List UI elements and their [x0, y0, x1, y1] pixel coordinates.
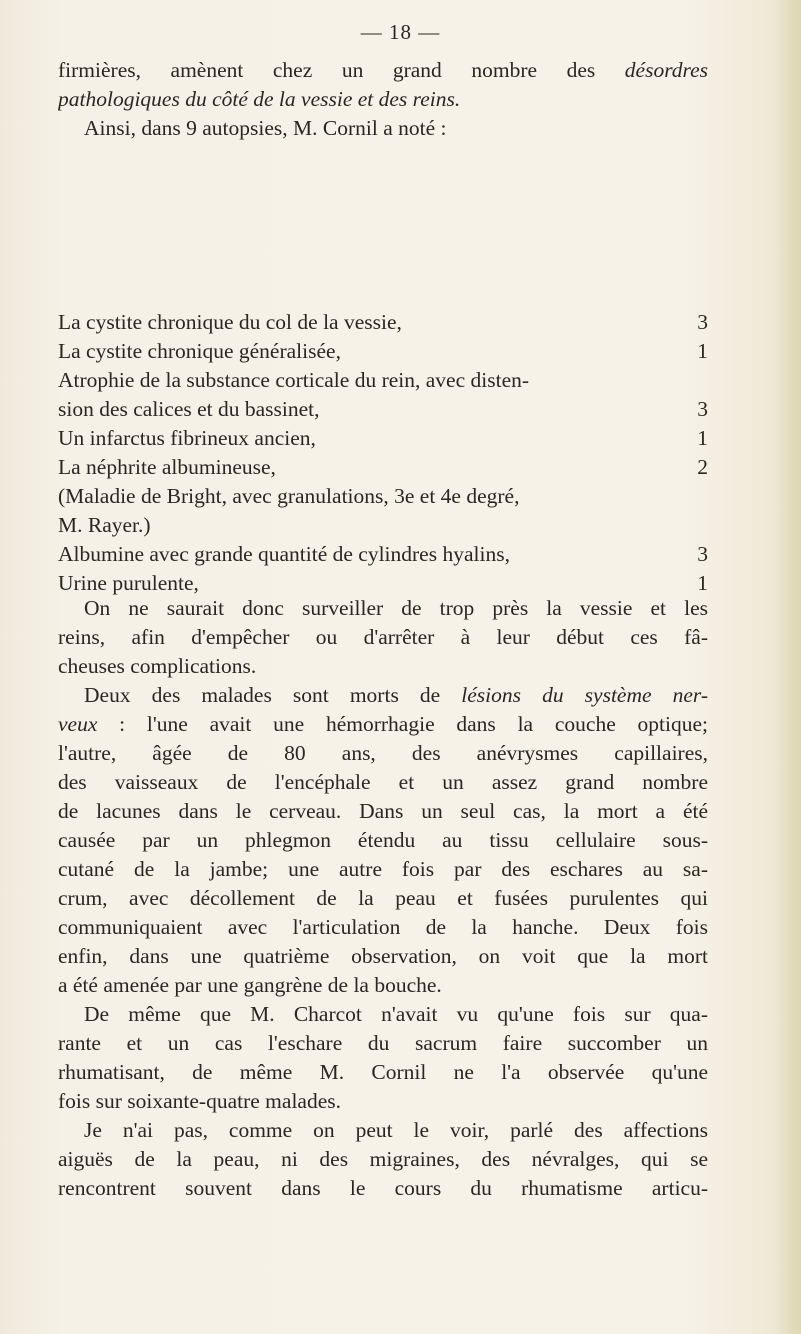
body-line: communiquaient avec l'articulation de la hanche. Deux fois — [58, 915, 708, 939]
body-line: enfin, dans une quatrième observation, on voit que la mort — [58, 944, 708, 968]
body-line: reins, afin d'empêcher ou d'arrêter à leur début ces fâ- — [58, 625, 708, 649]
page-edge-shadow — [775, 0, 801, 1334]
finding-label: La cystite chronique généralisée, — [58, 339, 341, 363]
finding-count: 1 — [697, 426, 708, 450]
finding-row — [58, 453, 708, 482]
body-italic: lésions du système ner- — [461, 683, 708, 707]
finding-label: M. Rayer.) — [58, 513, 151, 537]
body-line: l'autre, âgée de 80 ans, des anévrysmes capillaires, — [58, 741, 708, 765]
finding-count — [696, 366, 708, 395]
body-line: De même que M. Charcot n'avait vu qu'une fois sur qua- — [84, 1002, 708, 1026]
finding-row — [58, 540, 708, 569]
intro-line-3: Ainsi, dans 9 autopsies, M. Cornil a noté : — [84, 116, 447, 140]
intro-line-2: pathologiques du côté de la vessie et des reins. — [58, 87, 461, 111]
finding-row — [58, 482, 708, 511]
finding-label: Urine purulente, — [58, 571, 199, 595]
finding-row — [58, 395, 708, 424]
finding-row — [58, 337, 708, 366]
body-line: crum, avec décollement de la peau et fusées purulentes qui — [58, 886, 708, 910]
body-line: fois sur soixante-quatre malades. — [58, 1089, 341, 1113]
body-line — [58, 710, 708, 739]
finding-count — [696, 482, 708, 511]
finding-row — [58, 366, 708, 395]
body-italic: veux — [58, 712, 98, 736]
body-line: de lacunes dans le cerveau. Dans un seul cas, la mort a été — [58, 799, 708, 823]
body-text: Deux des malades sont morts de — [84, 683, 441, 707]
finding-row — [58, 308, 708, 337]
finding-label: Albumine avec grande quantité de cylindres hyalins, — [58, 542, 510, 566]
finding-count: 2 — [697, 455, 708, 479]
finding-count: 3 — [697, 542, 708, 566]
body-line: cutané de la jambe; une autre fois par des eschares au sa- — [58, 857, 708, 881]
body-line: rhumatisant, de même M. Cornil ne l'a observée qu'une — [58, 1060, 708, 1084]
intro-italic: désordres — [624, 58, 708, 82]
finding-count — [696, 511, 708, 540]
intro-paragraph — [58, 56, 708, 143]
body-line: rencontrent souvent dans le cours du rhumatisme articu- — [58, 1176, 708, 1200]
findings-list — [58, 308, 708, 598]
intro-text: firmières, amènent chez un grand nombre des — [58, 58, 596, 82]
finding-label: La cystite chronique du col de la vessie, — [58, 310, 402, 334]
finding-row — [58, 511, 708, 540]
page-number-header: — 18 — — [360, 20, 441, 44]
body-line: On ne saurait donc surveiller de trop près la vessie et les — [84, 596, 708, 620]
body-line: causée par un phlegmon étendu au tissu cellulaire sous- — [58, 828, 708, 852]
body-line: cheuses complications. — [58, 654, 257, 678]
intro-line-1 — [58, 56, 708, 85]
finding-count: 1 — [697, 571, 708, 595]
finding-row — [58, 424, 708, 453]
finding-label: Un infarctus fibrineux ancien, — [58, 426, 316, 450]
finding-count: 3 — [697, 397, 708, 421]
finding-label: (Maladie de Bright, avec granulations, 3e et 4e degré, — [58, 484, 520, 508]
body-text: : l'une avait une hémorrhagie dans la couche optique; — [119, 712, 708, 736]
body-line: a été amenée par une gangrène de la bouche. — [58, 973, 442, 997]
finding-count: 3 — [697, 310, 708, 334]
body-line: aiguës de la peau, ni des migraines, des névralges, qui se — [58, 1147, 708, 1171]
body-line: rante et un cas l'eschare du sacrum faire succomber un — [58, 1031, 708, 1055]
finding-count: 1 — [697, 339, 708, 363]
finding-label: Atrophie de la substance corticale du rein, avec disten- — [58, 368, 530, 392]
finding-label: La néphrite albumineuse, — [58, 455, 276, 479]
finding-label: sion des calices et du bassinet, — [58, 397, 320, 421]
body-line: des vaisseaux de l'encéphale et un assez grand nombre — [58, 770, 708, 794]
body-line: Je n'ai pas, comme on peut le voir, parlé des affections — [84, 1118, 708, 1142]
body-paragraphs — [58, 594, 708, 1203]
body-line — [58, 681, 708, 710]
